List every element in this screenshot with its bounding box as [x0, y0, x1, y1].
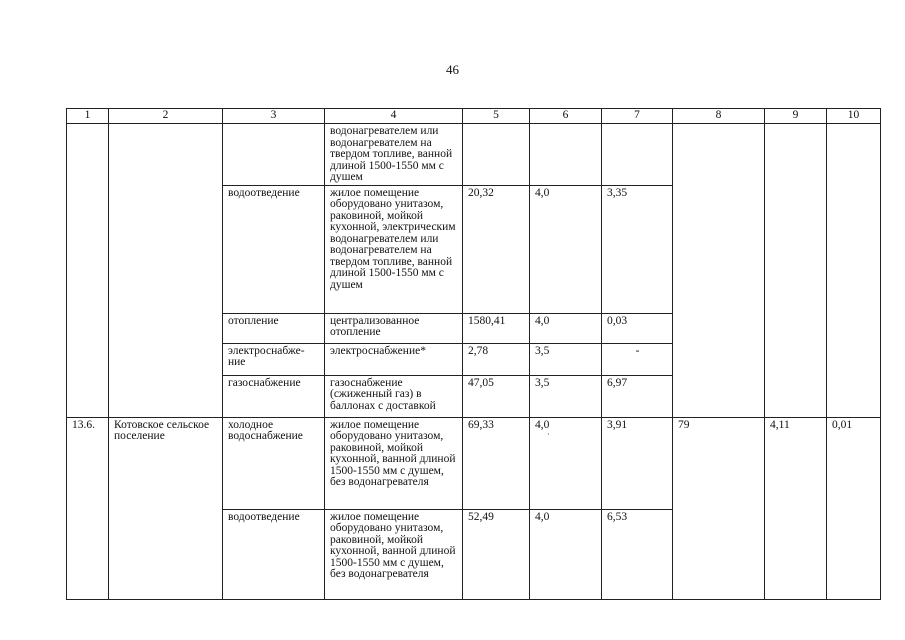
cell-value: 1580,41: [463, 313, 530, 343]
cell-value: 47,05: [463, 375, 530, 417]
cell-description: электроснабжение*: [325, 343, 463, 375]
cell-description: централизованное отопление: [325, 313, 463, 343]
cell-service: холодное водоснабжение: [223, 417, 325, 509]
cell-col9: 4,11: [765, 417, 827, 599]
page-number: 46: [446, 62, 459, 77]
cell-service: газоснабжение: [223, 375, 325, 417]
cell-col10: 0,01: [827, 417, 881, 599]
cell-value: 4,0: [530, 509, 602, 599]
section-name: Котовское сельское поселение: [109, 417, 223, 599]
column-header: 7: [602, 109, 673, 124]
column-header: 5: [463, 109, 530, 124]
tariff-table: [66, 108, 881, 600]
cell-description: газоснабжение (сжиженный газ) в баллонах с доставкой: [325, 375, 463, 417]
cell-value: 6,53: [602, 509, 673, 599]
cell-value: 3,5: [530, 375, 602, 417]
cell-value: -: [602, 343, 673, 375]
cell-value: 4,0: [530, 185, 602, 313]
cell-service: водоотведение: [223, 185, 325, 313]
cell-value: [602, 124, 673, 186]
cell-value: 69,33: [463, 417, 530, 509]
column-header: 4: [325, 109, 463, 124]
column-header: 1: [67, 109, 109, 124]
cell-description: жилое помещение оборудовано унитазом, раковиной, мойкой кухонной, ванной длиной 1500-1550 мм с душем, без водонагревателя: [325, 509, 463, 599]
cell-value: 3,35: [602, 185, 673, 313]
column-header: 3: [223, 109, 325, 124]
cell-value: [530, 124, 602, 186]
section-number: 13.6.: [67, 417, 109, 599]
cell-value: 4,0: [530, 313, 602, 343]
cell-value: [530, 417, 602, 509]
cell-value: 2,78: [463, 343, 530, 375]
column-header: 10: [827, 109, 881, 124]
cell-number: [67, 124, 109, 418]
column-header: 8: [673, 109, 765, 124]
cell-value: 0,03: [602, 313, 673, 343]
cell-value: 20,32: [463, 185, 530, 313]
cell-value: [463, 124, 530, 186]
cell-value: 6,97: [602, 375, 673, 417]
cell-value-text: 4,0: [535, 418, 550, 431]
cell-col9: [765, 124, 827, 418]
cell-col8: [673, 124, 765, 418]
table-row: [67, 417, 881, 509]
cell-description: жилое помещение оборудовано унитазом, раковиной, мойкой кухонной, электрическим водонагревателем или водонагревателем на твердом топливе, ванной длиной 1500-1550 мм с душем: [325, 185, 463, 313]
column-header: 9: [765, 109, 827, 124]
cell-service: электроснабже-ние: [223, 343, 325, 375]
cell-service: водоотведение: [223, 509, 325, 599]
column-header: 6: [530, 109, 602, 124]
cell-service: отопление: [223, 313, 325, 343]
cell-service: [223, 124, 325, 186]
scan-mark: ·: [547, 430, 550, 439]
cell-value: 52,49: [463, 509, 530, 599]
cell-col8: 79: [673, 417, 765, 599]
table-row: [67, 124, 881, 186]
cell-value: 3,5: [530, 343, 602, 375]
column-number-row: [67, 109, 881, 124]
column-header: 2: [109, 109, 223, 124]
cell-description: жилое помещение оборудовано унитазом, раковиной, мойкой кухонной, ванной длиной 1500-1550 мм с душем, без водонагревателя: [325, 417, 463, 509]
cell-settlement: [109, 124, 223, 418]
cell-value: 3,91: [602, 417, 673, 509]
cell-col10: [827, 124, 881, 418]
cell-description: водонагревателем или водонагревателем на твердом топливе, ванной длиной 1500-1550 мм с душем: [325, 124, 463, 186]
